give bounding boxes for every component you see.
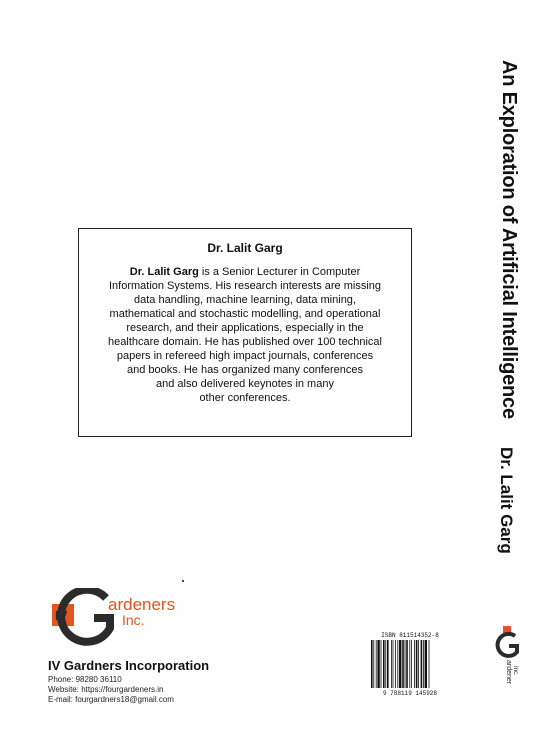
barcode-bar [406, 640, 408, 688]
barcode-bar [399, 640, 401, 688]
barcode-bar [376, 640, 377, 688]
publisher-logo [50, 588, 190, 648]
barcode-bar [409, 640, 410, 688]
publisher-logo-graphic [50, 588, 190, 648]
barcode-bar [381, 640, 382, 688]
print-mark [182, 580, 184, 582]
spine-publisher-logo [493, 624, 523, 684]
bio-line-text: is a Senior Lecturer in Computer [198, 266, 361, 278]
barcode-bar [383, 640, 385, 688]
barcode-bar [421, 640, 423, 688]
bio-line: Information Systems. His research interests are missing [108, 280, 382, 292]
barcode-bar [395, 640, 396, 688]
barcode-bar [373, 640, 374, 688]
spine-logo-word: ardeners [505, 660, 512, 684]
logo-word-text: ardeners [108, 595, 176, 614]
spine-logo-inc: Inc. [512, 666, 518, 676]
barcode-bar [416, 640, 418, 688]
publisher-name: IV Gardners Incorporation [48, 658, 210, 673]
barcode-bar [397, 640, 398, 688]
spine-author: Dr. Lalit Garg [497, 447, 516, 554]
barcode-bar [371, 640, 373, 688]
barcode-bar [391, 640, 392, 688]
logo-inc-text: Inc. [122, 612, 145, 628]
barcode-bar [402, 640, 404, 688]
bio-line: mathematical and stochastic modelling, and operational [109, 308, 381, 320]
barcode-bars [371, 640, 449, 690]
barcode-bar [393, 640, 394, 688]
isbn-barcode [367, 632, 453, 698]
barcode-bar [429, 640, 430, 688]
publisher-email: E-mail: fourgardners18@gmail.com [48, 695, 174, 704]
spine-logo-graphic [493, 624, 523, 684]
logo-iv-text: IV [55, 608, 68, 623]
bio-line: other conferences. [199, 392, 291, 404]
bio-line: research, and their applications, especially in the [126, 322, 364, 334]
author-bio-box [78, 228, 412, 437]
publisher-website: Website: https://fourgardeners.in [48, 685, 164, 694]
bio-line: and also delivered keynotes in many [156, 378, 334, 390]
barcode-bar [425, 640, 427, 688]
barcode-bar [405, 640, 406, 688]
isbn-label: ISBN 811514352-8 [381, 632, 439, 639]
bio-line: data handling, machine learning, data mining, [134, 294, 356, 306]
bio-author-name: Dr. Lalit Garg [129, 266, 199, 278]
isbn-digits: 9 788119 145928 [382, 690, 437, 697]
barcode-bar [385, 640, 386, 688]
bio-line [79, 265, 411, 279]
barcode-bar [414, 640, 415, 688]
bio-heading: Dr. Lalit Garg [207, 241, 283, 255]
barcode-bar [418, 640, 419, 688]
barcode-bar [387, 640, 389, 688]
bio-line: healthcare domain. He has published over 100 technical [108, 336, 382, 348]
barcode-bar [377, 640, 379, 688]
spine-title: An Exploration of Artificial Intelligence [498, 60, 520, 419]
bio-line: papers in refereed high impact journals, conferences [116, 350, 374, 362]
barcode-bar [411, 640, 412, 688]
barcode-bar [423, 640, 424, 688]
publisher-phone: Phone: 98280 36110 [48, 675, 122, 684]
bio-line: and books. He has organized many conferences [126, 364, 364, 376]
